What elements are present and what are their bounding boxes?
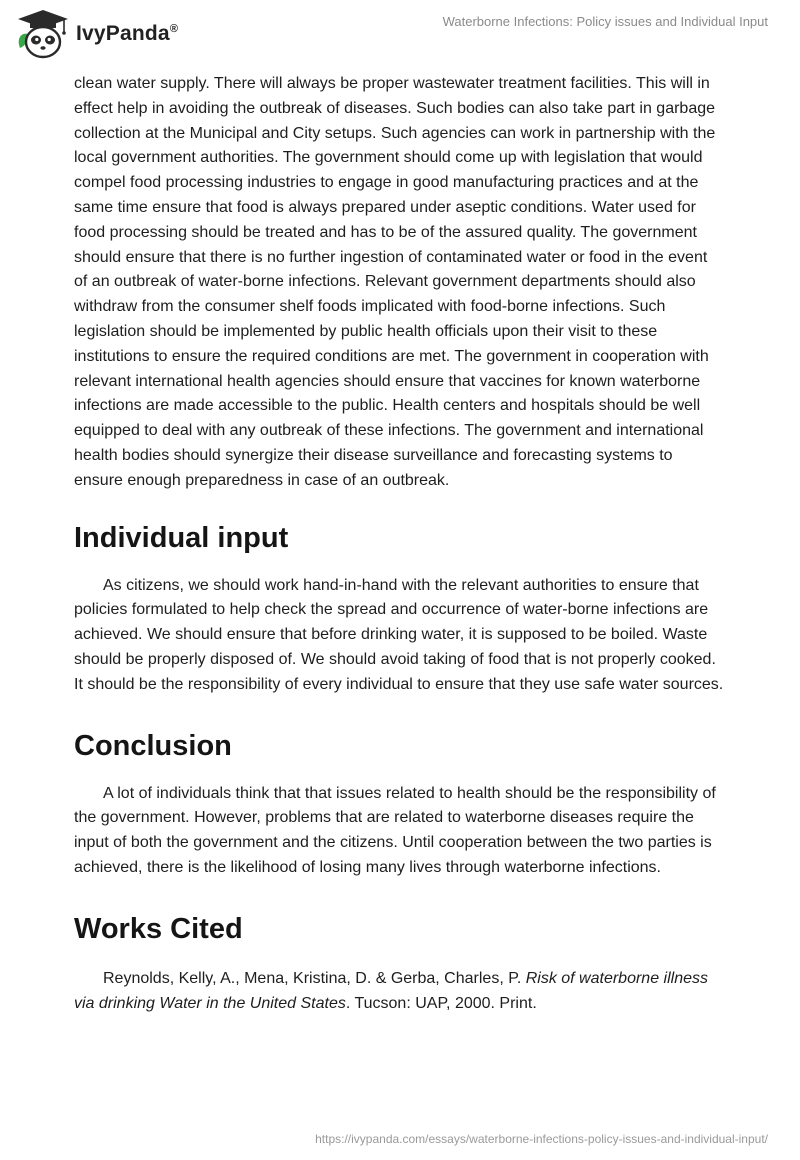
running-title: Waterborne Infections: Policy issues and Individual Input [442, 14, 768, 29]
citation-title: Risk of waterborne illness via drinking Water in the United States [74, 969, 708, 1012]
conclusion-paragraph: A lot of individuals think that that issues related to health should be the responsibility of the government. However, problems that are related to waterborne diseases require the input of both the government and the citizens. Until cooperation between the two parties is achieved, there is the likelihood of losing many lives through waterborne infections. [74, 784, 716, 876]
footer-url[interactable]: https://ivypanda.com/essays/waterborne-infections-policy-issues-and-individual-input/ [315, 1132, 768, 1146]
registered-mark: ® [169, 23, 179, 35]
individual-input-heading: Individual input [74, 521, 289, 554]
citation-authors: Reynolds, Kelly, A., Mena, Kristina, D. & Gerba, Charles, P. [103, 969, 526, 987]
works-cited-heading: Works Cited [74, 912, 243, 945]
panda-logo-icon [14, 8, 72, 60]
conclusion-heading: Conclusion [74, 729, 232, 762]
citation-publisher: . Tucson: UAP, 2000. Print. [345, 994, 537, 1012]
page-header [0, 0, 800, 70]
individual-input-paragraph: As citizens, we should work hand-in-hand with the relevant authorities to ensure that policies formulated to help check the spread and occurrence of water-borne infections are achieved. We should ensure that before drinking water, it is supposed to be boiled. Waste should be properly disposed of. We should avoid taking of food that is not properly cooked. It should be the responsibility of every individual to ensure that they use safe water sources. [74, 576, 724, 693]
essay-content [74, 72, 724, 1016]
logo-wordmark [76, 22, 178, 46]
logo-text: IvyPanda [76, 22, 170, 45]
intro-paragraph: clean water supply. There will always be proper wastewater treatment facilities. This will in effect help in avoiding the outbreak of diseases. Such bodies can also take part in garbage collection at the Municipal and City setups. Such agencies can work in partnership with the local government authorities. The government should come up with legislation that would compel food processing industries to engage in good manufacturing practices and at the same time ensure that food is always prepared under aseptic conditions. Water used for food processing should be treated and has to be of the assured quality. The government should ensure that there is no further ingestion of contaminated water or food in the event of an outbreak of water-borne infections. Relevant government departments should also withdraw from the consumer shelf foods implicated with food-borne infections. Such legislation should be implemented by public health officials upon their visit to these institutions to ensure the required conditions are met. The government in cooperation with relevant international health agencies should ensure that vaccines for known waterborne infections are made accessible to the public. Health centers and hospitals should be well equipped to deal with any outbreak of these infections. The government and international health bodies should synergize their disease surveillance and forecasting systems to ensure enough preparedness in case of an outbreak. [74, 75, 716, 489]
ivypanda-logo[interactable] [14, 8, 178, 60]
citation-entry [74, 967, 724, 1017]
